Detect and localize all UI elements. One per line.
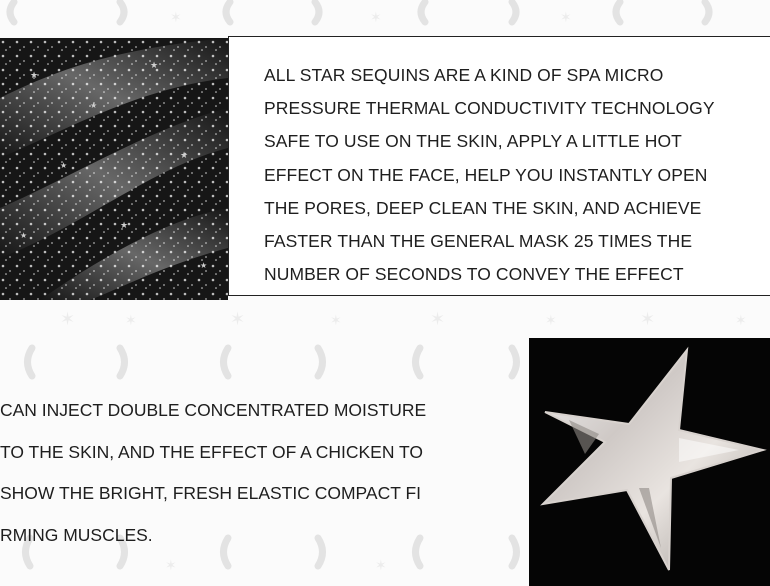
paragraph-line: THE PORES, DEEP CLEAN THE SKIN, AND ACHIEVE	[264, 197, 702, 218]
svg-text:★: ★	[20, 231, 28, 240]
svg-text:✶: ✶	[375, 557, 387, 573]
svg-text:★: ★	[120, 220, 129, 230]
svg-text:✶: ✶	[60, 309, 76, 329]
svg-text:✶: ✶	[640, 309, 656, 329]
star-sequin-mask-photo	[0, 38, 228, 300]
sequin-texture-image	[0, 38, 228, 300]
svg-text:★: ★	[150, 60, 159, 70]
paragraph-line: SHOW THE BRIGHT, FRESH ELASTIC COMPACT FI	[0, 483, 422, 503]
star-sequin-photo	[529, 338, 770, 586]
svg-text:★: ★	[180, 150, 189, 160]
svg-text:✶: ✶	[735, 312, 747, 328]
svg-text:✶: ✶	[170, 9, 182, 25]
paragraph-line: TO THE SKIN, AND THE EFFECT OF A CHICKEN TO	[0, 441, 424, 462]
paragraph-line: PRESSURE THERMAL CONDUCTIVITY TECHNOLOGY	[264, 98, 715, 119]
paragraph-line: SAFE TO USE ON THE SKIN, APPLY A LITTLE HOT	[264, 131, 682, 152]
svg-text:★: ★	[200, 261, 208, 270]
svg-text:★: ★	[60, 161, 68, 170]
svg-text:✶: ✶	[125, 312, 137, 328]
svg-text:✶: ✶	[430, 309, 446, 329]
svg-text:✶: ✶	[370, 9, 382, 25]
silver-star-image	[529, 338, 770, 586]
paragraph-line: CAN INJECT DOUBLE CONCENTRATED MOISTURE	[0, 400, 427, 420]
svg-text:✶: ✶	[545, 312, 557, 328]
paragraph-line: RMING MUSCLES.	[0, 524, 153, 545]
paragraph-line: ALL STAR SEQUINS ARE A KIND OF SPA MICRO	[264, 65, 664, 85]
svg-text:✶: ✶	[230, 309, 246, 329]
svg-text:✶: ✶	[165, 557, 177, 573]
paragraph-line: NUMBER OF SECONDS TO CONVEY THE EFFECT	[264, 264, 684, 285]
svg-text:✶: ✶	[330, 312, 342, 328]
svg-text:✶: ✶	[560, 9, 572, 25]
svg-text:★: ★	[30, 70, 39, 80]
sequin-technology-paragraph	[264, 59, 770, 291]
paragraph-line: EFFECT ON THE FACE, HELP YOU INSTANTLY OPEN	[264, 164, 708, 185]
paragraph-line: FASTER THAN THE GENERAL MASK 25 TIMES THE	[264, 231, 693, 252]
moisture-effect-paragraph	[0, 390, 520, 556]
svg-text:★: ★	[90, 101, 98, 110]
